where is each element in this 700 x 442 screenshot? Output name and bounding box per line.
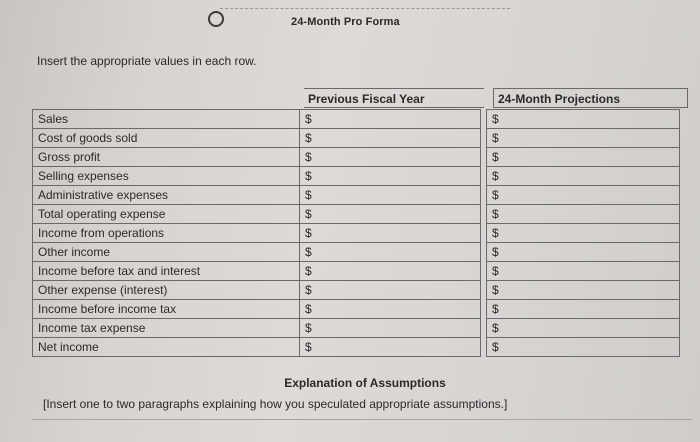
previous-value-cell[interactable]: $ xyxy=(300,243,481,262)
pro-forma-table xyxy=(32,109,680,357)
previous-value-cell[interactable]: $ xyxy=(300,148,481,167)
table-row xyxy=(33,186,680,205)
row-label: Gross profit xyxy=(33,148,300,167)
table-row xyxy=(33,224,680,243)
table-row xyxy=(33,243,680,262)
projection-value-cell[interactable]: $ xyxy=(487,243,680,262)
column-header-previous-fiscal-year: Previous Fiscal Year xyxy=(308,92,425,106)
table-row xyxy=(33,110,680,129)
table-row xyxy=(33,262,680,281)
row-label: Sales xyxy=(33,110,300,129)
projection-value-cell[interactable]: $ xyxy=(487,110,680,129)
table-row xyxy=(33,205,680,224)
projection-value-cell[interactable]: $ xyxy=(487,224,680,243)
row-label: Income tax expense xyxy=(33,319,300,338)
projection-value-cell[interactable]: $ xyxy=(487,319,680,338)
table-row xyxy=(33,319,680,338)
previous-value-cell[interactable]: $ xyxy=(300,224,481,243)
projection-value-cell[interactable]: $ xyxy=(487,338,680,357)
previous-value-cell[interactable]: $ xyxy=(300,205,481,224)
row-label: Other expense (interest) xyxy=(33,281,300,300)
projection-value-cell[interactable]: $ xyxy=(487,167,680,186)
column-header-24-month-projections: 24-Month Projections xyxy=(498,92,621,106)
row-label: Total operating expense xyxy=(33,205,300,224)
table-row xyxy=(33,281,680,300)
circle-icon xyxy=(208,11,224,27)
projection-value-cell[interactable]: $ xyxy=(487,300,680,319)
previous-value-cell[interactable]: $ xyxy=(300,300,481,319)
row-label: Cost of goods sold xyxy=(33,129,300,148)
table-row xyxy=(33,148,680,167)
projection-value-cell[interactable]: $ xyxy=(487,148,680,167)
row-label: Net income xyxy=(33,338,300,357)
row-label: Selling expenses xyxy=(33,167,300,186)
document-title: 24-Month Pro Forma xyxy=(291,16,400,28)
bottom-divider xyxy=(32,419,692,420)
table-row xyxy=(33,167,680,186)
previous-value-cell[interactable]: $ xyxy=(300,262,481,281)
projection-value-cell[interactable]: $ xyxy=(487,186,680,205)
projection-value-cell[interactable]: $ xyxy=(487,262,680,281)
previous-value-cell[interactable]: $ xyxy=(300,129,481,148)
previous-value-cell[interactable]: $ xyxy=(300,186,481,205)
projection-value-cell[interactable]: $ xyxy=(487,129,680,148)
projection-value-cell[interactable]: $ xyxy=(487,281,680,300)
table-row xyxy=(33,300,680,319)
explanation-placeholder[interactable]: [Insert one to two paragraphs explaining how you speculated appropriate assumptions.] xyxy=(43,397,508,411)
top-divider xyxy=(220,8,510,9)
previous-value-cell[interactable]: $ xyxy=(300,281,481,300)
row-label: Income from operations xyxy=(33,224,300,243)
row-label: Income before income tax xyxy=(33,300,300,319)
projection-value-cell[interactable]: $ xyxy=(487,205,680,224)
previous-value-cell[interactable]: $ xyxy=(300,110,481,129)
previous-value-cell[interactable]: $ xyxy=(300,338,481,357)
table-row xyxy=(33,338,680,357)
previous-value-cell[interactable]: $ xyxy=(300,319,481,338)
previous-value-cell[interactable]: $ xyxy=(300,167,481,186)
explanation-heading: Explanation of Assumptions xyxy=(284,376,446,390)
instruction-text: Insert the appropriate values in each row. xyxy=(37,54,257,68)
row-label: Other income xyxy=(33,243,300,262)
row-label: Administrative expenses xyxy=(33,186,300,205)
row-label: Income before tax and interest xyxy=(33,262,300,281)
table-row xyxy=(33,129,680,148)
